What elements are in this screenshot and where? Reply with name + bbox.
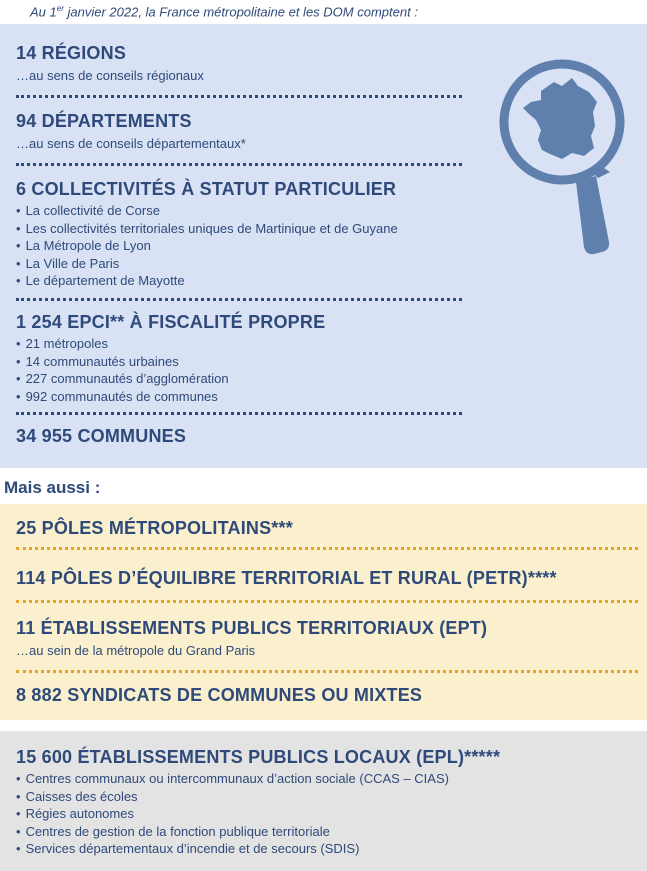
epl-list — [16, 770, 636, 858]
petr-block — [16, 567, 636, 589]
syndicats-block — [16, 684, 636, 706]
separator — [16, 95, 462, 98]
regions-sub: …au sens de conseils régionaux — [16, 68, 204, 83]
ept-sub: …au sein de la métropole du Grand Paris — [16, 643, 256, 658]
communes-heading: 34 955 COMMUNES — [16, 426, 187, 446]
departements-sub: …au sens de conseils départementaux* — [16, 136, 246, 151]
poles-block — [16, 517, 636, 539]
list-item: • La Métropole de Lyon — [16, 237, 468, 255]
list-item: • La Ville de Paris — [16, 255, 468, 273]
syndicats-heading: 8 882 SYNDICATS DE COMMUNES OU MIXTES — [16, 685, 423, 705]
list-item: • Régies autonomes — [16, 805, 636, 823]
mais-aussi-label: Mais aussi : — [4, 478, 101, 497]
departements-heading: 94 DÉPARTEMENTS — [16, 111, 192, 131]
list-item: • 21 métropoles — [16, 335, 468, 353]
epl-block — [16, 746, 636, 858]
list-item: • 227 communautés d’agglomération — [16, 370, 468, 388]
list-item: • La collectivité de Corse — [16, 202, 468, 220]
departements-block — [16, 110, 468, 152]
list-item: • Caisses des écoles — [16, 788, 636, 806]
regions-heading: 14 RÉGIONS — [16, 43, 127, 63]
list-item: • 14 communautés urbaines — [16, 353, 468, 371]
poles-heading: 25 PÔLES MÉTROPOLITAINS*** — [16, 518, 293, 538]
separator — [16, 670, 638, 673]
collectivites-block — [16, 178, 468, 290]
list-item: • Centres communaux ou intercommunaux d’action sociale (CCAS – CIAS) — [16, 770, 636, 788]
separator — [16, 298, 462, 301]
ept-block — [16, 617, 636, 659]
separator — [16, 163, 462, 166]
communes-block — [16, 425, 468, 447]
list-item: • Centres de gestion de la fonction publique territoriale — [16, 823, 636, 841]
epl-heading: 15 600 ÉTABLISSEMENTS PUBLICS LOCAUX (EPL)***** — [16, 747, 501, 767]
separator — [16, 600, 638, 603]
collectivites-heading: 6 COLLECTIVITÉS À STATUT PARTICULIER — [16, 179, 397, 199]
petr-heading: 114 PÔLES D’ÉQUILIBRE TERRITORIAL ET RURAL (PETR)**** — [16, 568, 557, 588]
separator — [16, 412, 462, 415]
epci-list — [16, 335, 468, 405]
list-item: • 992 communautés de communes — [16, 388, 468, 406]
collectivites-list — [16, 202, 468, 290]
epci-block — [16, 311, 468, 405]
intro-text: Au 1er janvier 2022, la France métropolitaine et les DOM comptent : — [30, 4, 418, 20]
list-item: • Les collectivités territoriales uniques de Martinique et de Guyane — [16, 220, 468, 238]
separator — [16, 547, 638, 550]
magnifier-france-icon — [496, 56, 636, 256]
regions-block — [16, 42, 468, 84]
ept-heading: 11 ÉTABLISSEMENTS PUBLICS TERRITORIAUX (EPT) — [16, 618, 488, 638]
list-item: • Services départementaux d’incendie et de secours (SDIS) — [16, 840, 636, 858]
list-item: • Le département de Mayotte — [16, 272, 468, 290]
epci-heading: 1 254 EPCI** À FISCALITÉ PROPRE — [16, 312, 326, 332]
